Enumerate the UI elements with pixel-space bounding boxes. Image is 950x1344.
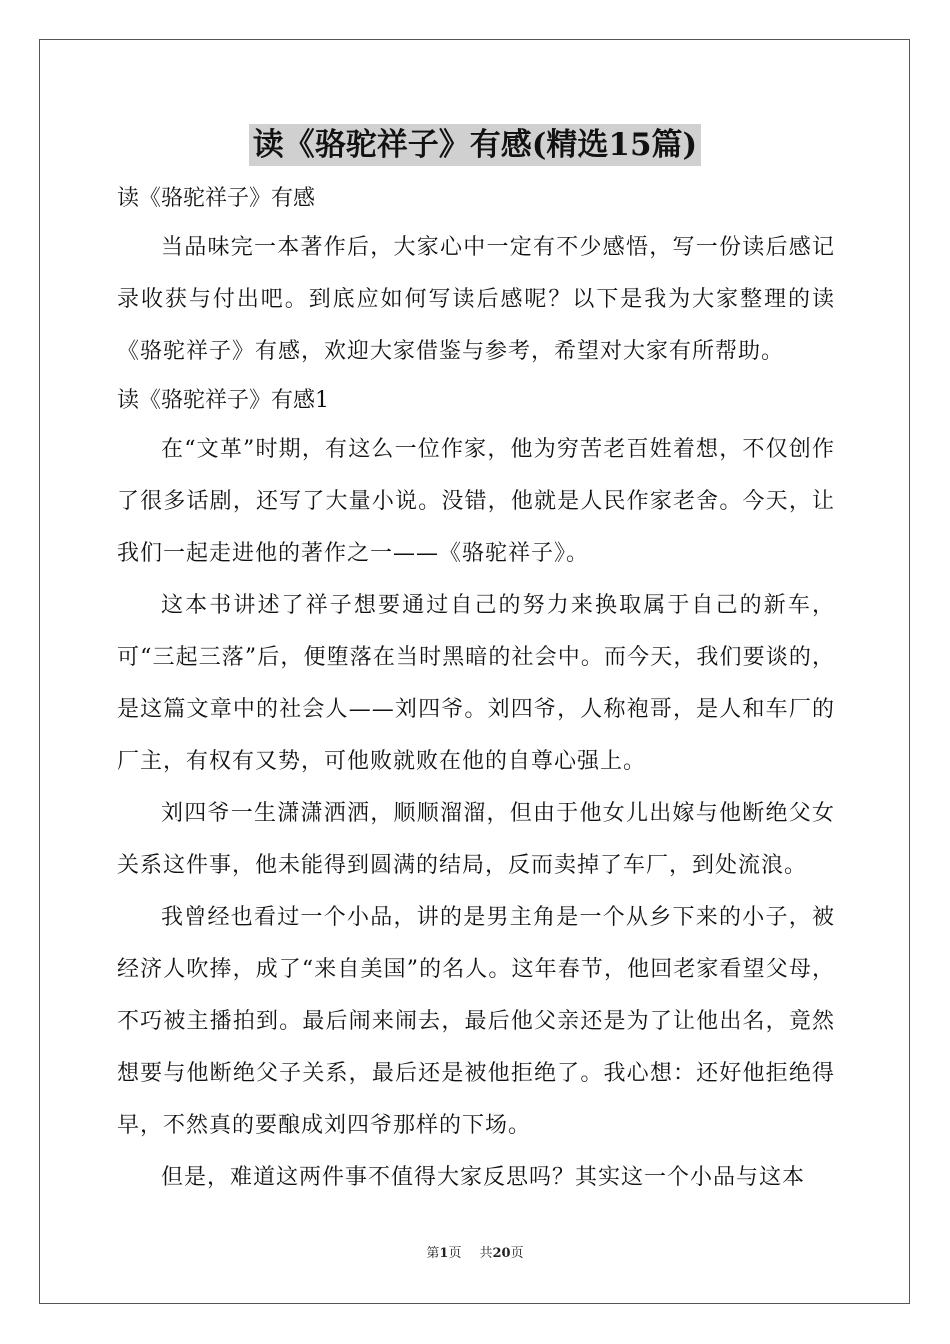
body-paragraph: 刘四爷一生潇潇洒洒，顺顺溜溜，但由于他女儿出嫁与他断绝父女关系这件事，他未能得到圆满的结局，反而卖掉了车厂，到处流浪。 — [117, 801, 835, 878]
body-paragraph: 我曾经也看过一个小品，讲的是男主角是一个从乡下来的小子，被经济人吹捧，成了“来自美国”的名人。这年春节，他回老家看望父母，不巧被主播拍到。最后闹来闹去，最后他父亲还是为了让他出名，竟然想要与他断绝父子关系，最后还是被他拒绝了。我心想：还好他拒绝得早，不然真的要酿成刘四爷那样的下场。 — [117, 905, 835, 1138]
document-title: 读《骆驼祥子》有感(精选15篇) — [249, 124, 701, 166]
title-container — [0, 124, 950, 166]
intro-paragraph: 当品味完一本著作后，大家心中一定有不少感悟，写一份读后感记录收获与付出吧。到底应如何写读后感呢？以下是我为大家整理的读《骆驼祥子》有感，欢迎大家借鉴与参考，希望对大家有所帮助。 — [117, 235, 835, 364]
page-suffix: 页 — [448, 1246, 462, 1261]
document-body — [117, 176, 835, 1204]
body-paragraph: 这本书讲述了祥子想要通过自己的努力来换取属于自己的新车，可“三起三落”后，便堕落在当时黑暗的社会中。而今天，我们要谈的，是这篇文章中的社会人——刘四爷。刘四爷，人称袍哥，是人和车厂的厂主，有权有又势，可他败就败在他的自尊心强上。 — [117, 593, 835, 774]
body-paragraph: 在“文革”时期，有这么一位作家，他为穷苦老百姓着想，不仅创作了很多话剧，还写了大量小说。没错，他就是人民作家老舍。今天，让我们一起走进他的著作之一——《骆驼祥子》。 — [117, 437, 835, 566]
document-subtitle: 读《骆驼祥子》有感 — [117, 186, 316, 211]
section-heading: 读《骆驼祥子》有感1 — [117, 388, 329, 413]
total-pages: 20 — [492, 1246, 511, 1261]
total-suffix: 页 — [510, 1246, 524, 1261]
page-prefix: 第 — [426, 1246, 440, 1261]
page-number: 1 — [439, 1246, 449, 1261]
page-footer — [0, 1244, 950, 1264]
body-paragraph: 但是，难道这两件事不值得大家反思吗？其实这一个小品与这本 — [161, 1165, 806, 1190]
total-prefix: 共 — [479, 1246, 493, 1261]
